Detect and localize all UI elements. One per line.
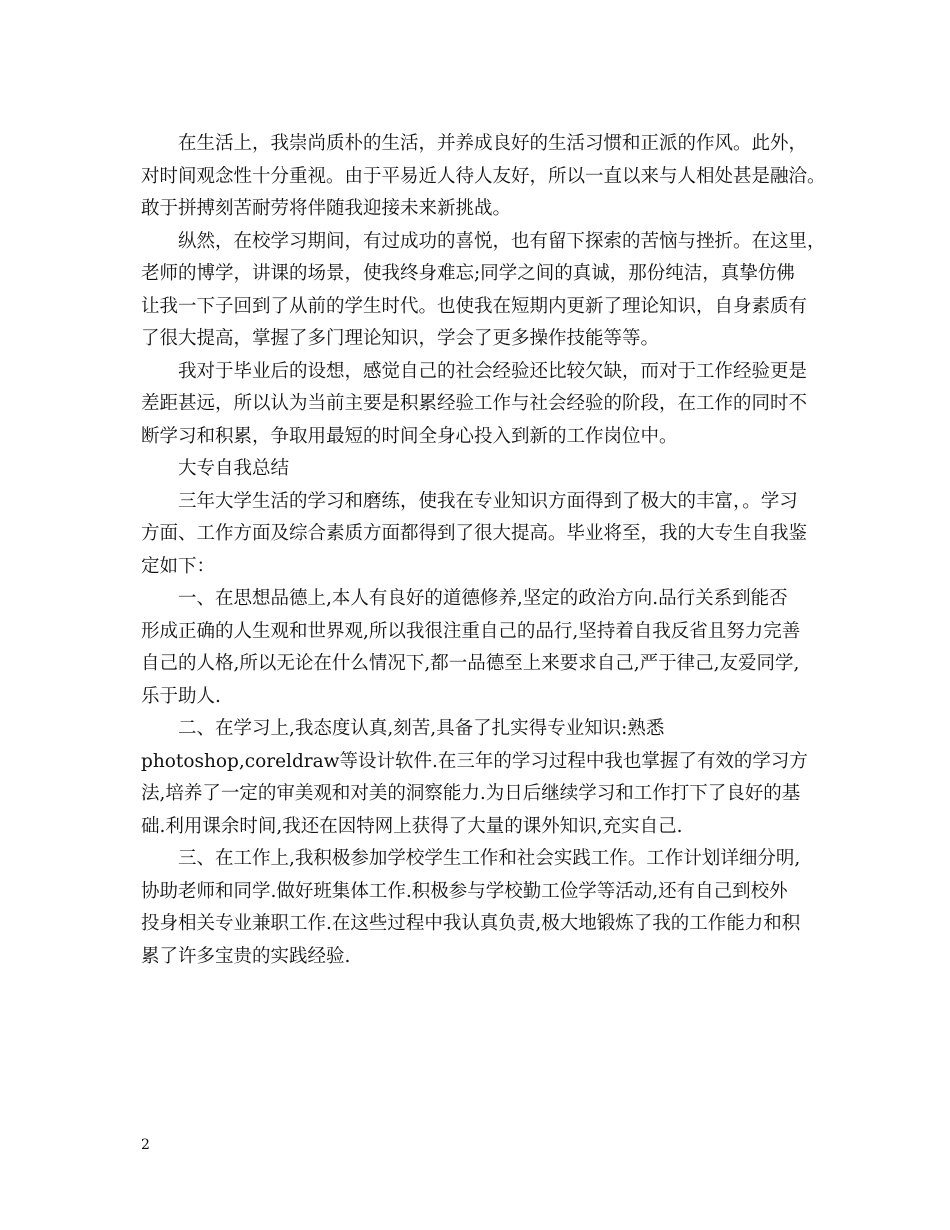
text-line: 我对于毕业后的设想，感觉自己的社会经验还比较欠缺，而对于工作经验更是 (178, 360, 808, 382)
text-line: 三、在工作上,我积极参加学校学生工作和社会实践工作。工作计划详细分明, (178, 848, 801, 869)
text-line: 累了许多宝贵的实践经验. (141, 945, 351, 967)
text-line: 法,培养了一定的审美观和对美的洞察能力.为日后继续学习和工作打下了良好的基 (141, 783, 801, 804)
text-line: 差距甚远，所以认为当前主要是积累经验工作与社会经验的阶段，在工作的同时不 (141, 393, 808, 414)
text-line: 定如下： (141, 555, 216, 577)
text-line: 协助老师和同学.做好班集体工作.积极参与学校勤工俭学等活动,还有自己到校外 (141, 880, 788, 902)
text-line: 乐于助人. (141, 685, 221, 707)
text-line: 大专自我总结 (178, 458, 290, 479)
text-line: 对时间观念性十分重视。由于平易近人待人友好，所以一直以来与人相处甚是融洽。 (141, 165, 826, 187)
text-line: 方面、工作方面及综合素质方面都得到了很大提高。毕业将至，我的大专生自我鉴 (141, 523, 808, 544)
text-line: 一、在思想品德上,本人有良好的道德修养,坚定的政治方向.品行关系到能否 (178, 588, 788, 609)
text-line: 形成正确的人生观和世界观,所以我很注重自己的品行,坚持着自我反省且努力完善 (141, 620, 801, 642)
text-line: 断学习和积累，争取用最短的时间全身心投入到新的工作岗位中。 (141, 425, 678, 447)
text-line: 了很大提高，掌握了多门理论知识，学会了更多操作技能等等。 (141, 328, 660, 349)
text-line: 老师的博学，讲课的场景，使我终身难忘;同学之间的真诚，那份纯洁，真挚仿佛 (141, 263, 795, 284)
text-line: 自己的人格,所以无论在什么情况下,都一品德至上来要求自己,严于律己,友爱同学, (141, 653, 800, 674)
text-line: 础.利用课余时间,我还在因特网上获得了大量的课外知识,充实自己. (141, 815, 683, 837)
text-line: 在生活上，我崇尚质朴的生活，并养成良好的生活习惯和正派的作风。此外， (178, 133, 808, 154)
text-line: 敢于拼搏刻苦耐劳将伴随我迎接未来新挑战。 (141, 198, 512, 219)
document-body (141, 128, 826, 973)
text-line: 二、在学习上,我态度认真,刻苦,具备了扎实得专业知识:熟悉 (178, 718, 665, 739)
text-line: 投身相关专业兼职工作.在这些过程中我认真负责,极大地锻炼了我的工作能力和积 (141, 913, 801, 934)
text-line: 三年大学生活的学习和磨练，使我在专业知识方面得到了极大的丰富，。学习 (178, 490, 798, 512)
text-line: photoshop,coreldraw等设计软件.在三年的学习过程中我也掌握了有效的学习方 (141, 750, 808, 772)
page-number: 2 (141, 1137, 150, 1153)
text-line: 让我一下子回到了从前的学生时代。也使我在短期内更新了理论知识，自身素质有 (141, 295, 808, 317)
text-line: 纵然，在校学习期间，有过成功的喜悦，也有留下探索的苦恼与挫折。在这里， (178, 230, 826, 252)
